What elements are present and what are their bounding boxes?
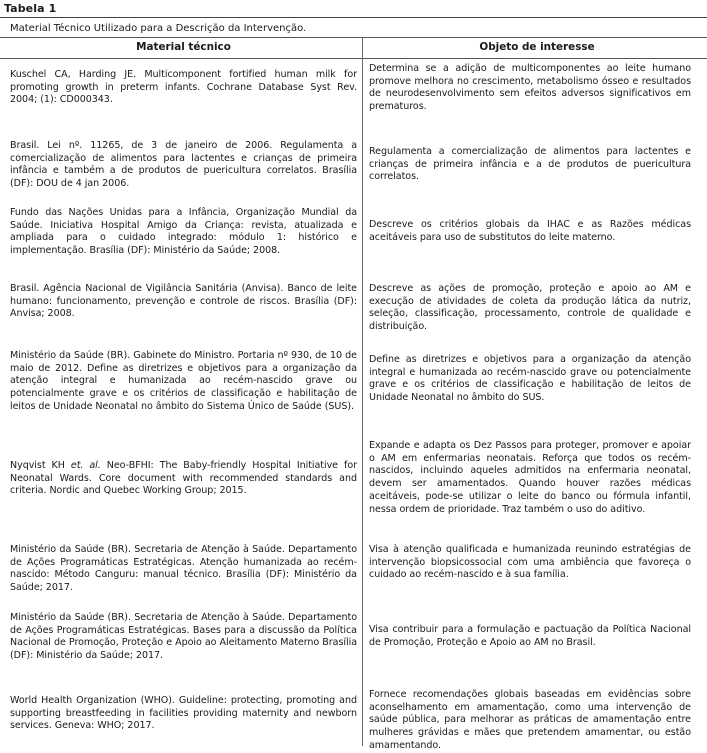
- cell-material: Kuschel CA, Harding JE. Multicomponent fortified human milk for promoting growth in preterm infants. Cochrane Database Syst Rev. 2004; (1): CD000343.: [10, 69, 357, 106]
- cell-objeto: Visa à atenção qualificada e humanizada reunindo estratégias de intervenção biopsicossocial com uma ambiência que favoreça o cuidado ao recém-nascido e à sua família.: [369, 544, 691, 581]
- header-material-tecnico: Material técnico: [136, 41, 231, 53]
- cell-material: Fundo das Nações Unidas para a Infância, Organização Mundial da Saúde. Iniciativa Hospital Amigo da Criança: revista, atualizada e ampliada para o cuidado integrado: módulo 1: histórico e implementação. Brasília (DF): Ministério da Saúde; 2008.: [10, 207, 357, 257]
- citation-text: Neo-BFHI: The Baby-friendly Hospital Initiative for Neonatal Wards. Core document with recommended standards and criteria. Nordic and Quebec Working Group; 2015.: [10, 460, 357, 497]
- et-al-italic: et. al.: [70, 460, 101, 471]
- cell-objeto: Expande e adapta os Dez Passos para proteger, promover e apoiar o AM em enfermarias neonatais. Reforça que todos os recém-nascidos, incluindo aqueles admitidos na enfermaria neonatal, devem ser amamentados. Quando houver razões médicas aceitáveis, pode-se utilizar o leite do banco ou fórmula infantil, nessa ordem de prioridade. Traz também o uso do aditivo.: [369, 440, 691, 515]
- cell-objeto: Define as diretrizes e objetivos para a organização da atenção integral e humanizada ao recém-nascido grave ou potencialmente grave e os critérios de classificação e habilitação de leitos de Unidade Neonatal no âmbito do SUS.: [369, 354, 691, 404]
- column-divider: [362, 37, 363, 746]
- cell-objeto: Descreve os critérios globais da IHAC e as Razões médicas aceitáveis para uso de substitutos do leite materno.: [369, 219, 691, 243]
- cell-material: Ministério da Saúde (BR). Secretaria de Atenção à Saúde. Departamento de Ações Programáticas Estratégicas. Atenção humanizada ao recém-nascido: Método Canguru: manual técnico. Brasília (DF): Ministério da Saúde; 2017.: [10, 544, 357, 594]
- cell-objeto: Fornece recomendações globais baseadas em evidências sobre aconselhamento em amamentação, como uma intervenção de saúde pública, para melhorar as práticas de amamentação entre mulheres grávidas e mães que pretendem amamentar, ou estão amamentando.: [369, 689, 691, 751]
- cell-material: Brasil. Lei nº. 11265, de 3 de janeiro de 2006. Regulamenta a comercialização de alimentos para lactentes e crianças de primeira infância e também a de produtos de puericultura correlatos. Brasília (DF): DOU de 4 jan 2006.: [10, 140, 357, 190]
- cell-material: Brasil. Agência Nacional de Vigilância Sanitária (Anvisa). Banco de leite humano: funcionamento, prevenção e controle de riscos. Brasília (DF): Anvisa; 2008.: [10, 283, 357, 320]
- header-objeto-de-interesse: Objeto de interesse: [479, 41, 595, 53]
- cell-objeto: Regulamenta a comercialização de alimentos para lactentes e crianças de primeira infância e a de produtos de puericultura correlatos.: [369, 146, 691, 183]
- cell-objeto: Determina se a adição de multicomponentes ao leite humano promove melhora no crescimento, metabolismo ósseo e resultados de neurodesenvolvimento sem efeitos adversos significativos em prematuros.: [369, 63, 691, 113]
- author-text: Nyqvist KH: [10, 460, 71, 471]
- table-header-row: [0, 37, 707, 59]
- top-rule: [0, 17, 707, 18]
- cell-objeto: Descreve as ações de promoção, proteção e apoio ao AM e execução de atividades de coleta da produção lática da nutriz, seleção, classificação, processamento, controle de qualidade e distribuição.: [369, 283, 691, 333]
- table-caption: Material Técnico Utilizado para a Descrição da Intervenção.: [10, 23, 307, 34]
- table-label: Tabela 1: [4, 2, 57, 15]
- cell-material: Ministério da Saúde (BR). Secretaria de Atenção à Saúde. Departamento de Ações Programáticas Estratégicas. Bases para a discussão da Política Nacional de Promoção, Proteção e Apoio ao Aleitamento Materno Brasília (DF): Ministério da Saúde; 2017.: [10, 612, 357, 662]
- cell-material: [10, 460, 357, 498]
- cell-material: Ministério da Saúde (BR). Gabinete do Ministro. Portaria nº 930, de 10 de maio de 2012. Define as diretrizes e objetivos para a organização da atenção integral e humanizada ao recém-nascido grave ou potencialmente grave e os critérios de classificação e habilitação de leitos de Unidade Neonatal no âmbito do Sistema Único de Saúde (SUS).: [10, 350, 357, 412]
- cell-material: World Health Organization (WHO). Guideline: protecting, promoting and supporting breastfeeding in facilities providing maternity and newborn services. Geneva: WHO; 2017.: [10, 695, 357, 732]
- cell-objeto: Visa contribuir para a formulação e pactuação da Política Nacional de Promoção, Proteção e Apoio ao AM no Brasil.: [369, 624, 691, 648]
